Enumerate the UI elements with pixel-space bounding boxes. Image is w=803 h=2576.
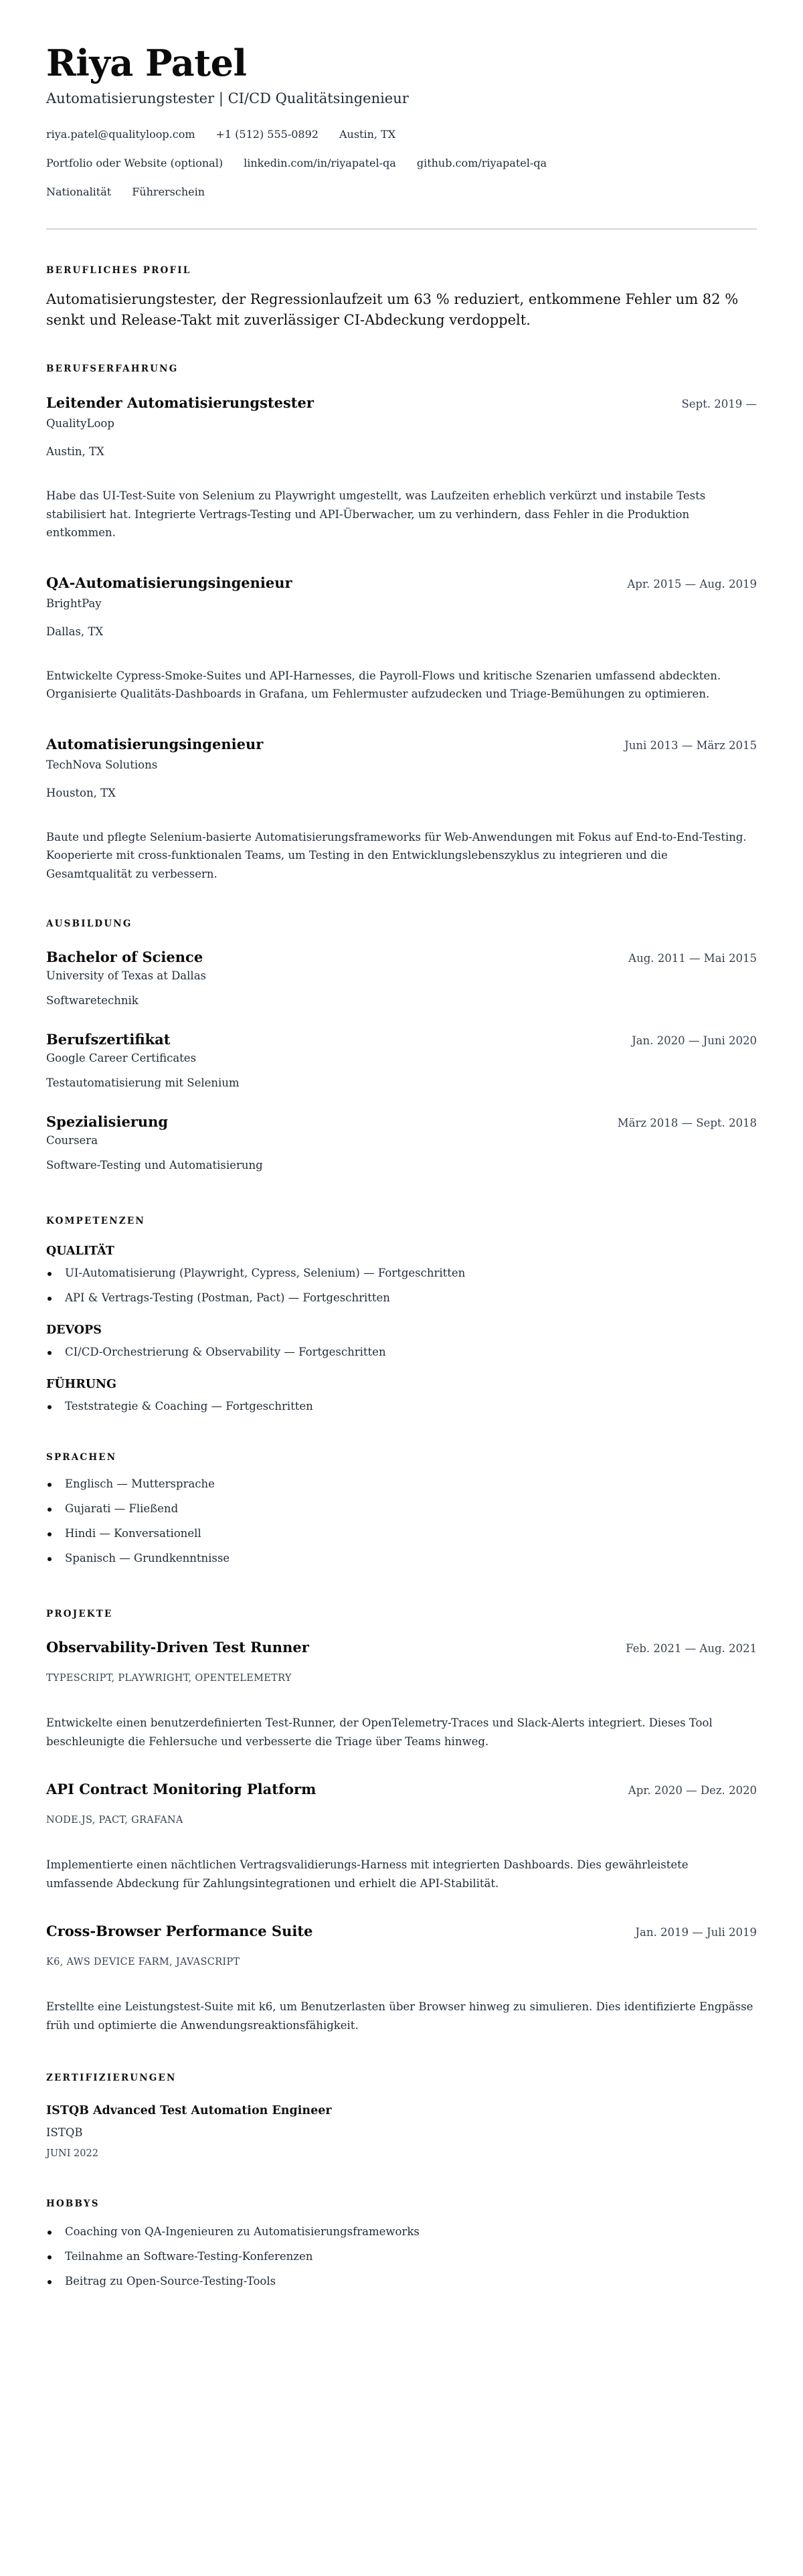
section-title-education: AUSBILDUNG xyxy=(46,918,132,929)
skill-item: UI-Automatisierung (Playwright, Cypress, Selenium) — Fortgeschritten xyxy=(46,1266,757,1281)
project-tech-stack: TYPESCRIPT, PLAYWRIGHT, OPENTELEMETRY xyxy=(46,1673,292,1684)
certification-date: JUNI 2022 xyxy=(46,2148,98,2159)
section-skills xyxy=(46,1215,757,1414)
project-tech-stack: K6, AWS DEVICE FARM, JAVASCRIPT xyxy=(46,1957,240,1967)
github-link[interactable]: github.com/riyapatel-qa xyxy=(416,157,547,169)
project-description: Entwickelte einen benutzerdefinierten Test-Runner, der OpenTelemetry-Traces und Slack-Alerts integriert. Dieses Tool beschleunigte die Fehlersuche und verbesserte die Triage über Teams hinweg. xyxy=(46,1716,713,1748)
section-projects xyxy=(46,1608,757,2034)
skill-category: QUALITÄT xyxy=(46,1244,114,1258)
skill-list xyxy=(46,1399,757,1414)
language-item: Gujarati — Fließend xyxy=(46,1502,757,1516)
skill-category: DEVOPS xyxy=(46,1323,102,1337)
skill-group xyxy=(46,1322,757,1360)
job-dates: Apr. 2015 — Aug. 2019 xyxy=(627,577,757,590)
project-name: Cross-Browser Performance Suite xyxy=(46,1923,313,1939)
education-entry xyxy=(46,1030,757,1091)
candidate-name: Riya Patel xyxy=(46,42,247,84)
skill-item: Teststrategie & Coaching — Fortgeschritten xyxy=(46,1399,757,1414)
field-of-study: Software-Testing und Automatisierung xyxy=(46,1159,263,1172)
skill-item: CI/CD-Orchestrierung & Observability — Fortgeschritten xyxy=(46,1345,757,1360)
project-name: API Contract Monitoring Platform xyxy=(46,1781,317,1797)
hobby-item: Beitrag zu Open-Source-Testing-Tools xyxy=(46,2274,757,2289)
nationality-field: Nationalität xyxy=(46,185,112,198)
job-dates: Juni 2013 — März 2015 xyxy=(624,738,757,752)
education-dates: Jan. 2020 — Juni 2020 xyxy=(632,1034,757,1047)
contact-row-personal xyxy=(46,185,757,199)
profile-summary: Automatisierungstester, der Regressionlaufzeit um 63 % reduziert, entkommene Fehler um 82 % senkt und Release-Takt mit zuverlässiger CI-Abdeckung verdoppelt. xyxy=(46,291,739,328)
job-dates: Sept. 2019 — xyxy=(681,398,757,410)
skill-group xyxy=(46,1243,757,1305)
field-of-study: Softwaretechnik xyxy=(46,994,139,1007)
certification-entry xyxy=(46,2103,757,2160)
project-tech-stack: NODE.JS, PACT, GRAFANA xyxy=(46,1815,183,1826)
section-profile xyxy=(46,264,757,331)
education-entry xyxy=(46,1113,757,1173)
section-languages xyxy=(46,1451,757,1566)
school-name: Google Career Certificates xyxy=(46,1052,197,1064)
job-location: Houston, TX xyxy=(46,786,116,799)
hobby-item: Teilnahme an Software-Testing-Konferenzen xyxy=(46,2249,757,2264)
section-title-skills: KOMPETENZEN xyxy=(46,1216,145,1226)
project-name: Observability-Driven Test Runner xyxy=(46,1639,309,1656)
degree-title: Spezialisierung xyxy=(46,1113,169,1130)
drivers-license-field: Führerschein xyxy=(132,185,205,198)
skill-group xyxy=(46,1376,757,1414)
section-education xyxy=(46,918,757,1173)
job-title: Leitender Automatisierungstester xyxy=(46,394,314,411)
certification-name: ISTQB Advanced Test Automation Engineer xyxy=(46,2104,332,2117)
language-list xyxy=(46,1477,757,1566)
project-dates: Feb. 2021 — Aug. 2021 xyxy=(626,1642,757,1655)
job-description: Entwickelte Cypress-Smoke-Suites und API-Harnesses, die Payroll-Flows und kritische Szenarien umfassend abdeckten. Organisierte Qualitäts-Dashboards in Grafana, um Fehlermuster aufzudecken und Triage-Bemühungen zu optimieren. xyxy=(46,669,721,700)
project-entry xyxy=(46,1638,757,1751)
section-title-experience: BERUFSERFAHRUNG xyxy=(46,364,179,374)
section-hobbies xyxy=(46,2198,757,2289)
contact-row-primary xyxy=(46,127,757,142)
contact-email[interactable]: riya.patel@qualityloop.com xyxy=(46,128,195,141)
job-title: QA-Automatisierungsingenieur xyxy=(46,574,292,591)
experience-entry xyxy=(46,574,757,704)
skill-list xyxy=(46,1266,757,1305)
linkedin-link[interactable]: linkedin.com/in/riyapatel-qa xyxy=(244,157,396,169)
header-divider xyxy=(46,228,757,230)
contact-row-links xyxy=(46,156,757,171)
project-dates: Jan. 2019 — Juli 2019 xyxy=(635,1926,757,1939)
hobby-item: Coaching von QA-Ingenieuren zu Automatisierungsframeworks xyxy=(46,2225,757,2239)
project-entry xyxy=(46,1922,757,2034)
project-description: Erstellte eine Leistungstest-Suite mit k6, um Benutzerlasten über Browser hinweg zu simulieren. Dies identifizierte Engpässe früh und optimierte die Anwendungsreaktionsfähigkeit. xyxy=(46,2000,753,2032)
education-dates: März 2018 — Sept. 2018 xyxy=(617,1117,757,1129)
section-title-profile: BERUFLICHES PROFIL xyxy=(46,265,191,276)
candidate-headline: Automatisierungstester | CI/CD Qualitätsingenieur xyxy=(46,90,409,106)
language-item: Englisch — Muttersprache xyxy=(46,1477,757,1492)
section-title-hobbies: HOBBYS xyxy=(46,2198,100,2209)
hobby-list xyxy=(46,2225,757,2289)
skill-category: FÜHRUNG xyxy=(46,1378,116,1391)
contact-location: Austin, TX xyxy=(339,128,396,141)
portfolio-link[interactable]: Portfolio oder Website (optional) xyxy=(46,157,224,169)
language-item: Hindi — Konversationell xyxy=(46,1526,757,1541)
education-dates: Aug. 2011 — Mai 2015 xyxy=(628,952,757,965)
project-dates: Apr. 2020 — Dez. 2020 xyxy=(628,1784,757,1797)
degree-title: Bachelor of Science xyxy=(46,949,203,965)
job-company: QualityLoop xyxy=(46,417,114,430)
job-description: Habe das UI-Test-Suite von Selenium zu Playwright umgestellt, was Laufzeiten erheblich verkürzt und instabile Tests stabilisiert hat. Integrierte Vertrags-Testing und API-Überwacher, um zu verhindern, dass Fehler in die Produktion entkommen. xyxy=(46,489,706,539)
project-entry xyxy=(46,1780,757,1893)
education-entry xyxy=(46,948,757,1008)
job-location: Austin, TX xyxy=(46,445,104,458)
school-name: University of Texas at Dallas xyxy=(46,969,206,982)
job-description: Baute und pflegte Selenium-basierte Automatisierungsframeworks für Web-Anwendungen mit Fokus auf End-to-End-Testing. Kooperierte mit cross-funktionalen Teams, um Testing in den Entwicklungslebenszyklus zu integrieren und die Gesamtqualität zu verbessern. xyxy=(46,830,747,880)
language-item: Spanisch — Grundkenntnisse xyxy=(46,1551,757,1566)
project-description: Implementierte einen nächtlichen Vertragsvalidierungs-Harness mit integrierten Dashboards. Dies gewährleistete umfassende Abdeckung für Zahlungsintegrationen und erhielt die API-Stabilität. xyxy=(46,1858,689,1890)
field-of-study: Testautomatisierung mit Selenium xyxy=(46,1076,240,1089)
section-title-projects: PROJEKTE xyxy=(46,1609,113,1619)
section-experience xyxy=(46,363,757,883)
certification-issuer: ISTQB xyxy=(46,2126,83,2139)
resume-header xyxy=(46,42,757,230)
contact-phone[interactable]: +1 (512) 555-0892 xyxy=(215,128,319,141)
experience-entry xyxy=(46,394,757,542)
section-certifications xyxy=(46,2072,757,2160)
job-location: Dallas, TX xyxy=(46,625,104,638)
job-title: Automatisierungsingenieur xyxy=(46,735,264,752)
experience-entry xyxy=(46,735,757,884)
section-title-certifications: ZERTIFIZIERUNGEN xyxy=(46,2073,177,2083)
school-name: Coursera xyxy=(46,1134,98,1147)
section-title-languages: SPRACHEN xyxy=(46,1452,117,1463)
degree-title: Berufszertifikat xyxy=(46,1031,171,1048)
skill-item: API & Vertrags-Testing (Postman, Pact) — Fortgeschritten xyxy=(46,1291,757,1305)
job-company: TechNova Solutions xyxy=(46,758,158,771)
skill-list xyxy=(46,1345,757,1360)
job-company: BrightPay xyxy=(46,596,102,610)
